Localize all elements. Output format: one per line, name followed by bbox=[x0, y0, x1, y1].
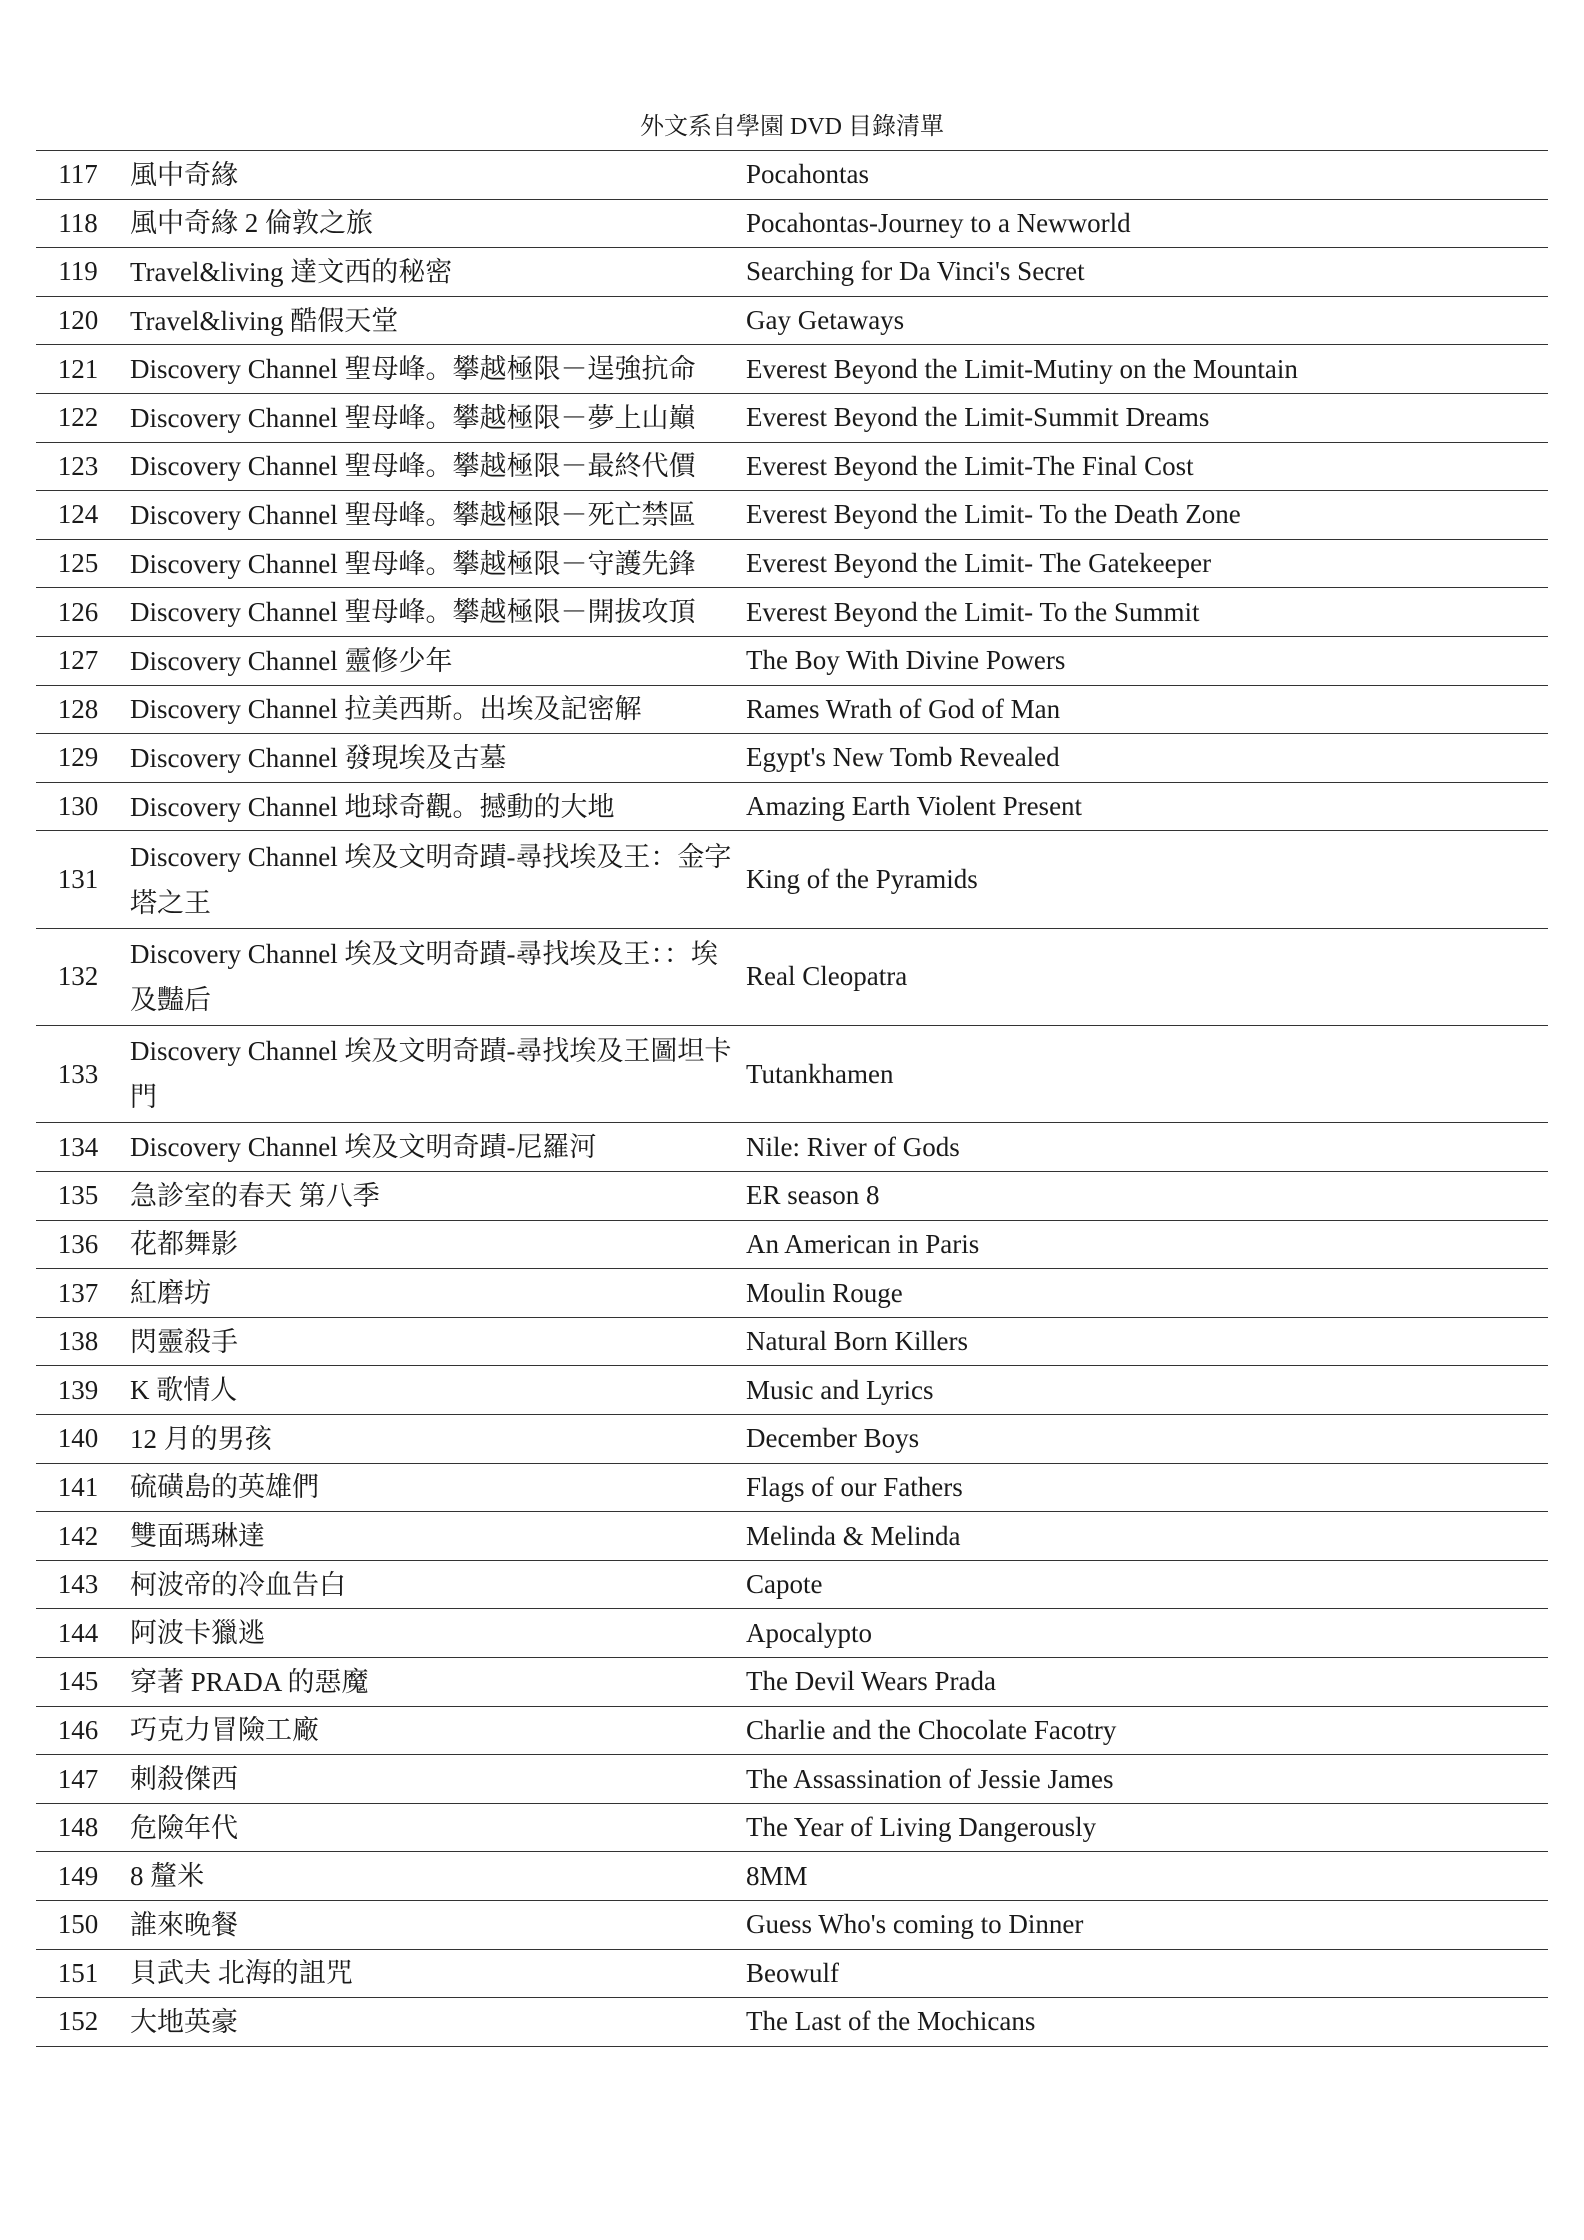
table-row bbox=[36, 734, 1548, 783]
row-number: 144 bbox=[57, 1617, 99, 1648]
row-number: 140 bbox=[57, 1423, 99, 1454]
row-number: 138 bbox=[57, 1326, 99, 1357]
table-row bbox=[36, 539, 1548, 588]
row-number: 118 bbox=[58, 207, 98, 238]
row-number: 143 bbox=[57, 1569, 99, 1600]
english-title: December Boys bbox=[746, 1423, 920, 1454]
table-row bbox=[36, 1803, 1548, 1852]
row-number: 137 bbox=[57, 1277, 99, 1308]
chinese-title: 穿著 PRADA 的惡魔 bbox=[130, 1666, 369, 1697]
page-title: 外文系自學園 DVD 目錄清單 bbox=[640, 114, 944, 140]
english-title: Everest Beyond the Limit-Summit Dreams bbox=[746, 402, 1210, 433]
row-number: 123 bbox=[57, 450, 99, 481]
english-title: Pocahontas bbox=[746, 159, 869, 190]
english-title: Everest Beyond the Limit- To the Summit bbox=[746, 596, 1200, 627]
table-row bbox=[36, 1220, 1548, 1269]
english-title: Charlie and the Chocolate Facotry bbox=[746, 1714, 1117, 1745]
table-row bbox=[36, 248, 1548, 297]
chinese-title: Travel&living 達文西的秘密 bbox=[130, 256, 453, 287]
english-title: Melinda & Melinda bbox=[746, 1520, 961, 1551]
chinese-title: 巧克力冒險工廠 bbox=[130, 1715, 319, 1746]
chinese-title: Discovery Channel 聖母峰。攀越極限－開拔攻頂 bbox=[130, 597, 696, 628]
table-row bbox=[36, 588, 1548, 637]
chinese-title: 阿波卡獵逃 bbox=[130, 1618, 265, 1649]
table-row bbox=[36, 1560, 1548, 1609]
english-title: Amazing Earth Violent Present bbox=[746, 791, 1083, 822]
english-title: Everest Beyond the Limit-The Final Cost bbox=[746, 450, 1194, 481]
chinese-title: 急診室的春天 第八季 bbox=[130, 1180, 380, 1211]
table-row bbox=[36, 1755, 1548, 1804]
table-row bbox=[36, 1415, 1548, 1464]
english-title: Music and Lyrics bbox=[746, 1374, 934, 1405]
row-number: 129 bbox=[57, 742, 99, 773]
row-number: 119 bbox=[58, 256, 98, 287]
english-title: Guess Who's coming to Dinner bbox=[746, 1909, 1084, 1940]
row-number: 132 bbox=[57, 961, 99, 992]
english-title: Beowulf bbox=[746, 1957, 839, 1988]
chinese-title: Discovery Channel 發現埃及古墓 bbox=[130, 742, 507, 773]
table-row bbox=[36, 1463, 1548, 1512]
row-number: 147 bbox=[57, 1763, 99, 1794]
row-number: 122 bbox=[57, 402, 99, 433]
table-row bbox=[36, 685, 1548, 734]
row-number: 146 bbox=[57, 1714, 99, 1745]
table-row bbox=[36, 151, 1548, 200]
english-title: Natural Born Killers bbox=[746, 1326, 968, 1357]
table-body bbox=[36, 151, 1548, 2047]
chinese-title: 柯波帝的冷血告白 bbox=[130, 1569, 346, 1600]
english-title: Tutankhamen bbox=[746, 1058, 894, 1089]
row-number: 148 bbox=[57, 1812, 99, 1843]
table-row bbox=[36, 1949, 1548, 1998]
table-row bbox=[36, 831, 1548, 928]
table-row bbox=[36, 928, 1548, 1025]
english-title: The Devil Wears Prada bbox=[746, 1666, 996, 1697]
english-title: An American in Paris bbox=[746, 1228, 980, 1259]
english-title: 8MM bbox=[746, 1860, 808, 1891]
english-title: Everest Beyond the Limit-Mutiny on the Mountain bbox=[746, 353, 1298, 384]
table-row bbox=[36, 491, 1548, 540]
row-number: 136 bbox=[57, 1228, 99, 1259]
row-number: 139 bbox=[57, 1374, 99, 1405]
chinese-title: Discovery Channel 聖母峰。攀越極限－夢上山巔 bbox=[130, 402, 696, 433]
english-title: Egypt's New Tomb Revealed bbox=[746, 742, 1060, 773]
chinese-title: Discovery Channel 聖母峰。攀越極限－死亡禁區 bbox=[130, 499, 696, 530]
chinese-title: Discovery Channel 埃及文明奇蹟-尼羅河 bbox=[130, 1132, 597, 1163]
table-row bbox=[36, 1998, 1548, 2047]
table-row bbox=[36, 1512, 1548, 1561]
table-row bbox=[36, 442, 1548, 491]
chinese-title: Discovery Channel 埃及文明奇蹟-尋找埃及王圖坦卡門 bbox=[130, 1036, 732, 1113]
english-title: Gay Getaways bbox=[746, 305, 905, 336]
row-number: 150 bbox=[57, 1909, 99, 1940]
english-title: Apocalypto bbox=[746, 1617, 872, 1648]
english-title: Real Cleopatra bbox=[746, 961, 908, 992]
chinese-title: Discovery Channel 埃及文明奇蹟-尋找埃及王：：埃及豔后 bbox=[130, 938, 718, 1015]
chinese-title: Discovery Channel 聖母峰。攀越極限－最終代價 bbox=[130, 451, 696, 482]
chinese-title: 紅磨坊 bbox=[130, 1278, 211, 1309]
chinese-title: Discovery Channel 靈修少年 bbox=[130, 645, 453, 676]
row-number: 151 bbox=[57, 1957, 99, 1988]
table-row bbox=[36, 782, 1548, 831]
row-number: 135 bbox=[57, 1180, 99, 1211]
english-title: Capote bbox=[746, 1569, 823, 1600]
row-number: 131 bbox=[57, 864, 99, 894]
english-title: Moulin Rouge bbox=[746, 1277, 903, 1308]
english-title: Nile: River of Gods bbox=[746, 1131, 960, 1162]
row-number: 152 bbox=[57, 2006, 99, 2037]
english-title: Rames Wrath of God of Man bbox=[746, 693, 1061, 724]
table-row bbox=[36, 1269, 1548, 1318]
chinese-title: 8 釐米 bbox=[130, 1861, 205, 1892]
english-title: ER season 8 bbox=[746, 1180, 880, 1211]
english-title: Searching for Da Vinci's Secret bbox=[746, 256, 1085, 287]
table-row bbox=[36, 1123, 1548, 1172]
table-row bbox=[36, 296, 1548, 345]
table-row bbox=[36, 1706, 1548, 1755]
dvd-catalog-table bbox=[36, 150, 1548, 2047]
english-title: The Assassination of Jessie James bbox=[746, 1763, 1114, 1794]
english-title: The Boy With Divine Powers bbox=[746, 645, 1066, 676]
chinese-title: Discovery Channel 聖母峰。攀越極限－守護先鋒 bbox=[130, 548, 696, 579]
chinese-title: 刺殺傑西 bbox=[130, 1764, 238, 1794]
row-number: 142 bbox=[57, 1520, 99, 1551]
row-number: 130 bbox=[57, 791, 99, 822]
row-number: 141 bbox=[57, 1471, 99, 1502]
chinese-title: 花都舞影 bbox=[130, 1229, 238, 1260]
table-row bbox=[36, 393, 1548, 442]
chinese-title: 雙面瑪琳達 bbox=[130, 1521, 265, 1552]
table-row bbox=[36, 636, 1548, 685]
row-number: 149 bbox=[57, 1860, 99, 1891]
table-row bbox=[36, 1026, 1548, 1123]
row-number: 128 bbox=[57, 693, 99, 724]
row-number: 117 bbox=[58, 159, 98, 190]
chinese-title: 大地英豪 bbox=[130, 2006, 238, 2037]
chinese-title: Travel&living 酷假天堂 bbox=[130, 305, 399, 336]
table-row bbox=[36, 1658, 1548, 1707]
english-title: The Year of Living Dangerously bbox=[746, 1812, 1097, 1843]
row-number: 134 bbox=[57, 1131, 99, 1162]
chinese-title: 硫磺島的英雄們 bbox=[130, 1472, 319, 1503]
english-title: The Last of the Mochicans bbox=[746, 2006, 1036, 2037]
chinese-title: Discovery Channel 聖母峰。攀越極限－逞強抗命 bbox=[130, 354, 696, 385]
row-number: 133 bbox=[57, 1058, 99, 1089]
row-number: 121 bbox=[57, 353, 99, 384]
english-title: Flags of our Fathers bbox=[746, 1471, 963, 1502]
chinese-title: 風中奇緣 2 倫敦之旅 bbox=[130, 208, 373, 239]
chinese-title: Discovery Channel 埃及文明奇蹟-尋找埃及王：金字塔之王 bbox=[130, 841, 732, 918]
row-number: 124 bbox=[57, 499, 99, 530]
table-row bbox=[36, 1317, 1548, 1366]
row-number: 126 bbox=[57, 596, 99, 627]
chinese-title: 誰來晚餐 bbox=[130, 1909, 238, 1940]
chinese-title: 閃靈殺手 bbox=[130, 1326, 238, 1357]
row-number: 145 bbox=[57, 1666, 99, 1697]
table-row bbox=[36, 1609, 1548, 1658]
table-row bbox=[36, 1366, 1548, 1415]
chinese-title: 貝武夫 北海的詛咒 bbox=[130, 1958, 353, 1989]
chinese-title: 12 月的男孩 bbox=[130, 1423, 272, 1454]
english-title: Pocahontas-Journey to a Newworld bbox=[746, 207, 1131, 238]
english-title: King of the Pyramids bbox=[746, 864, 978, 894]
chinese-title: 風中奇緣 bbox=[130, 159, 238, 190]
row-number: 125 bbox=[57, 548, 99, 579]
table-row bbox=[36, 199, 1548, 248]
english-title: Everest Beyond the Limit- The Gatekeeper bbox=[746, 548, 1212, 579]
chinese-title: K 歌情人 bbox=[130, 1375, 238, 1406]
chinese-title: Discovery Channel 地球奇觀。撼動的大地 bbox=[130, 791, 615, 822]
english-title: Everest Beyond the Limit- To the Death Zone bbox=[746, 499, 1241, 530]
table-row bbox=[36, 1900, 1548, 1949]
row-number: 127 bbox=[57, 645, 99, 676]
table-row bbox=[36, 345, 1548, 394]
chinese-title: Discovery Channel 拉美西斯。出埃及記密解 bbox=[130, 694, 642, 725]
row-number: 120 bbox=[57, 305, 99, 336]
chinese-title: 危險年代 bbox=[130, 1812, 238, 1843]
table-row bbox=[36, 1172, 1548, 1221]
table-row bbox=[36, 1852, 1548, 1901]
